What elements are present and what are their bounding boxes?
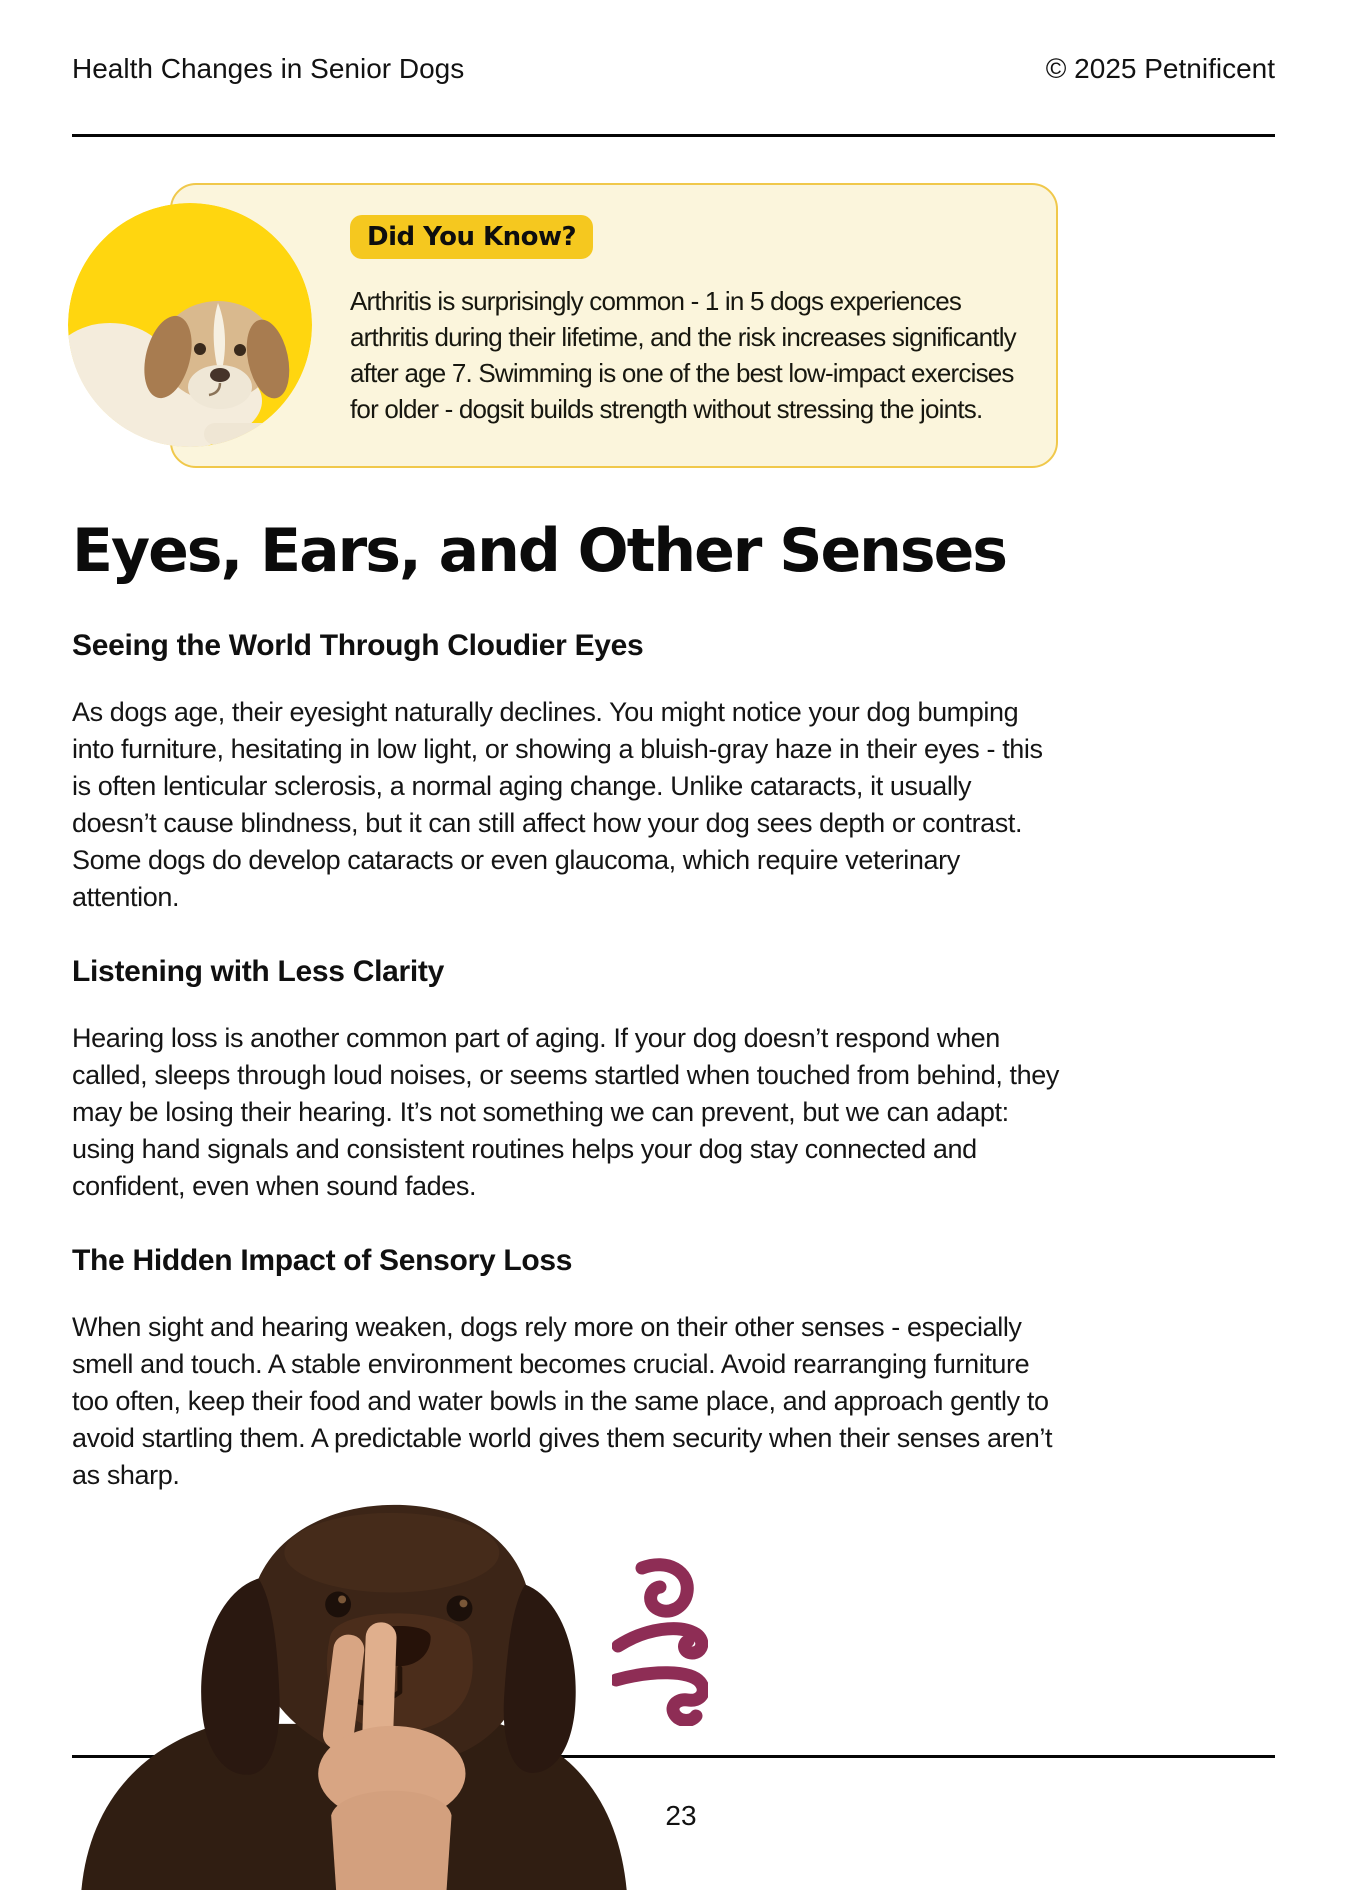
- section-subheading: Listening with Less Clarity: [72, 955, 444, 988]
- section-paragraph: Hearing loss is another common part of aging. If your dog doesn’t respond when called, sleeps through loud noises, or seems startled when touched from behind, they may be losing their hearing. It’s not something we can prevent, but we can adapt: using hand signals and consistent routines helps your dog stay connected and confident, even when sound fades.: [72, 1023, 1059, 1201]
- callout-text: Arthritis is surprisingly common - 1 in 5 dogs experiences arthritis during their lifetime, and the risk increases significantly after age 7. Swimming is one of the best low-impact exercises for older - dogsit builds strength without stressing the joints.: [350, 286, 1016, 424]
- section-paragraph: As dogs age, their eyesight naturally declines. You might notice your dog bumping into furniture, hesitating in low light, or showing a bluish-gray haze in their eyes - this is often lenticular sclerosis, a normal aging change. Unlike cataracts, it usually doesn’t cause blindness, but it can still affect how your dog sees depth or contrast. Some dogs do develop cataracts or even glaucoma, which require veterinary attention.: [72, 697, 1043, 912]
- section-less-clarity: [72, 954, 1062, 1205]
- header-divider: [72, 134, 1275, 137]
- senior-dog-photo: [68, 203, 312, 447]
- senior-dog-illustration: [68, 203, 312, 447]
- article-body: [72, 628, 1062, 1532]
- page-header: [72, 52, 1275, 86]
- chocolate-lab-illustration: [70, 1487, 650, 1890]
- chocolate-lab-photo: [70, 1487, 650, 1890]
- section-paragraph: When sight and hearing weaken, dogs rely more on their other senses - especially smell and touch. A stable environment becomes crucial. Avoid rearranging furniture too often, keep their food and water bowls in the same place, and approach gently to avoid startling them. A predictable world gives them security when their senses aren’t as sharp.: [72, 1312, 1053, 1490]
- header-title: Health Changes in Senior Dogs: [72, 53, 465, 84]
- did-you-know-callout: [170, 183, 1058, 468]
- page-title: Eyes, Ears, and Other Senses: [72, 516, 1006, 586]
- section-sensory-loss: [72, 1243, 1062, 1494]
- header-copyright: © 2025 Petnificent: [1045, 53, 1275, 84]
- section-subheading: Seeing the World Through Cloudier Eyes: [72, 629, 644, 662]
- section-subheading: The Hidden Impact of Sensory Loss: [72, 1244, 573, 1277]
- page-number: 23: [665, 1800, 697, 1831]
- section-cloudier-eyes: [72, 628, 1062, 916]
- callout-content: [350, 215, 1030, 427]
- did-you-know-badge: Did You Know?: [350, 215, 593, 259]
